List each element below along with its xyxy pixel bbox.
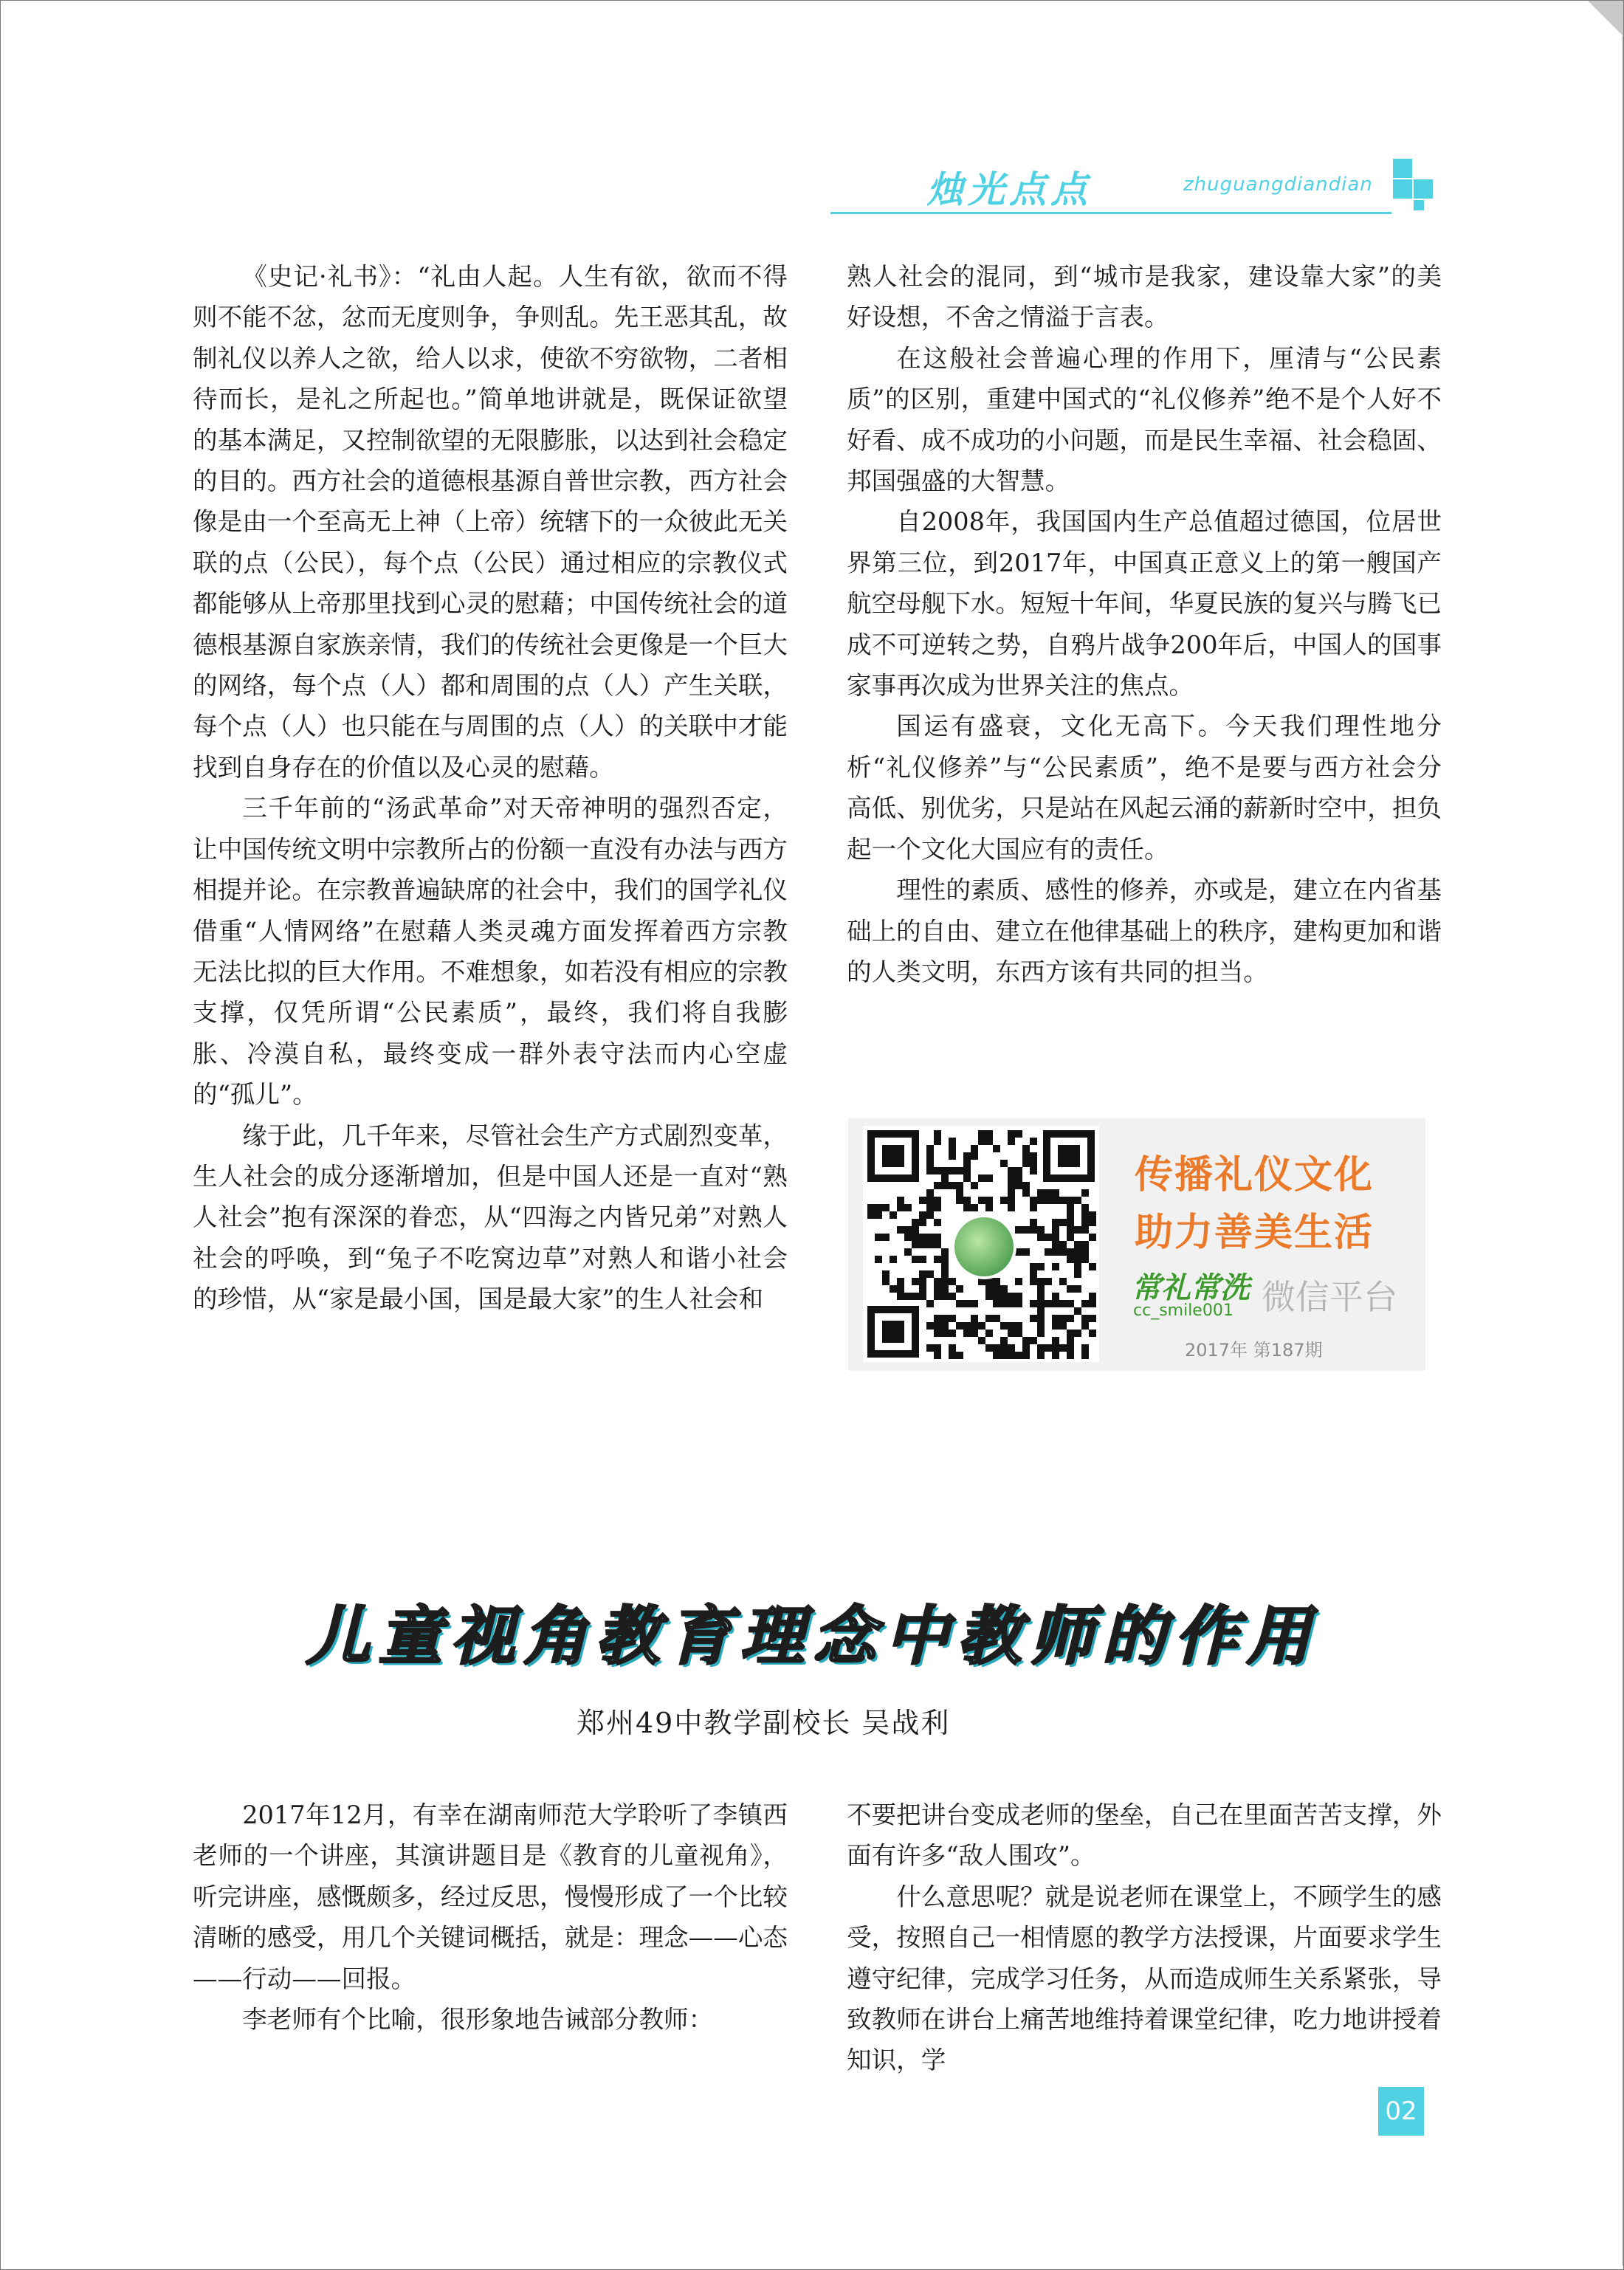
page-number: 02	[1378, 2087, 1424, 2136]
section-title: 烛光点点	[926, 168, 1092, 211]
paragraph: 缘于此，几千年来，尽管社会生产方式剧烈变革，生人社会的成分逐渐增加，但是中国人还是一直对“熟人社会”抱有深深的眷恋，从“四海之内皆兄弟”对熟人社会的呼唤，到“兔子不吃窝边草”对熟人和谐小社会的珍惜，从“家是最小国，国是最大家”的生人社会和	[193, 1121, 788, 1314]
paragraph: 三千年前的“汤武革命”对天帝神明的强烈否定，让中国传统文明中宗教所占的份额一直没有办法与西方相提并论。在宗教普遍缺席的社会中，我们的国学礼仪借重“人情网络”在慰藉人类灵魂方面发挥着西方宗教无法比拟的巨大作用。不难想象，如若没有相应的宗教支撑，仅凭所谓“公民素质”，最终，我们将自我膨胀、冷漠自私，最终变成一群外表守法而内心空虚的“孤儿”。	[193, 794, 788, 1110]
paragraph-continued: 不要把讲台变成老师的堡垒，自己在里面苦苦支撑，外面有许多“敌人围攻”。	[847, 1800, 1442, 1871]
paragraph: 什么意思呢？就是说老师在课堂上，不顾学生的感受，按照自己一相情愿的教学方法授课，片面要求学生遵守纪律，完成学习任务，从而造成师生关系紧张，导致教师在讲台上痛苦地维持着课堂纪律，吃力地讲授着知识，学	[847, 1882, 1442, 2075]
paragraph: 2017年12月，有幸在湖南师范大学聆听了李镇西老师的一个讲座，其演讲题目是《教育的儿童视角》，听完讲座，感慨颇多，经过反思，慢慢形成了一个比较清晰的感受，用几个关键词概括，就是：理念——心态——行动——回报。	[193, 1800, 788, 1993]
qr-code[interactable]	[863, 1126, 1099, 1362]
article2-byline: 郑州49中教学副校长 吴战利	[577, 1707, 951, 1739]
section-header	[830, 157, 1391, 215]
section-pinyin: zhuguangdiandian	[1183, 173, 1373, 196]
wechat-promo	[848, 1118, 1425, 1371]
paragraph-continued: 熟人社会的混同，到“城市是我家，建设靠大家”的美好设想，不舍之情溢于言表。	[847, 262, 1442, 332]
paragraph: 自2008年，我国国内生产总值超过德国，位居世界第三位，到2017年，中国真正意义上的第一艘国产航空母舰下水。短短十年间，华夏民族的复兴与腾飞已成不可逆转之势，自鸦片战争200年后，中国人的国事家事再次成为世界关注的焦点。	[847, 507, 1442, 701]
paragraph: 理性的素质、感性的修养，亦或是，建立在内省基础上的自由、建立在他律基础上的秩序，建构更加和谐的人类文明，东西方该有共同的担当。	[847, 876, 1442, 986]
promo-brand-logo: 常礼常洗	[1132, 1270, 1250, 1305]
paragraph: 国运有盛衰，文化无高下。今天我们理性地分析“礼仪修养”与“公民素质”，绝不是要与西方社会分高低、别优劣，只是站在风起云涌的薪新时空中，担负起一个文化大国应有的责任。	[847, 712, 1442, 864]
article2-right-column	[847, 1795, 1442, 2081]
issue-label: 2017年 第187期	[1185, 1340, 1323, 1361]
promo-slogan-line2: 助力善美生活	[1135, 1211, 1374, 1255]
wechat-account-id: cc_smile001	[1133, 1301, 1234, 1320]
article1-right-column	[847, 256, 1442, 992]
promo-slogan-line1: 传播礼仪文化	[1135, 1153, 1374, 1197]
paragraph: 李老师有个比喻，很形象地告诫部分教师：	[242, 2005, 714, 2035]
promo-platform-label: 微信平台	[1262, 1277, 1397, 1317]
article2-left-column	[193, 1795, 788, 2040]
article1-left-column	[193, 256, 788, 1320]
page-corner-fold	[1588, 1, 1623, 36]
paragraph: 《史记·礼书》：“礼由人起。人生有欲，欲而不得则不能不忿，忿而无度则争，争则乱。先王恶其乱，故制礼仪以养人之欲，给人以求，使欲不穷欲物，二者相待而长，是礼之所起也。”简单地讲就是，既保证欲望的基本满足，又控制欲望的无限膨胀，以达到社会稳定的目的。西方社会的道德根基源自普世宗教，西方社会像是由一个至高无上神（上帝）统辖下的一众彼此无关联的点（公民），每个点（公民）通过相应的宗教仪式都能够从上帝那里找到心灵的慰藉；中国传统社会的道德根基源自家族亲情，我们的传统社会更像是一个巨大的网络，每个点（人）都和周围的点（人）产生关联，每个点（人）也只能在与周围的点（人）的关联中才能找到自身存在的价值以及心灵的慰藉。	[193, 262, 788, 782]
paragraph: 在这般社会普遍心理的作用下，厘清与“公民素质”的区别，重建中国式的“礼仪修养”绝不是个人好不好看、成不成功的小问题，而是民生幸福、社会稳固、邦国强盛的大智慧。	[847, 343, 1442, 496]
qr-center-logo	[952, 1214, 1016, 1279]
header-rule	[830, 212, 1391, 214]
article2-title: 儿童视角教育理念中教师的作用	[306, 1599, 1319, 1674]
header-decoration-blocks	[1393, 159, 1434, 210]
